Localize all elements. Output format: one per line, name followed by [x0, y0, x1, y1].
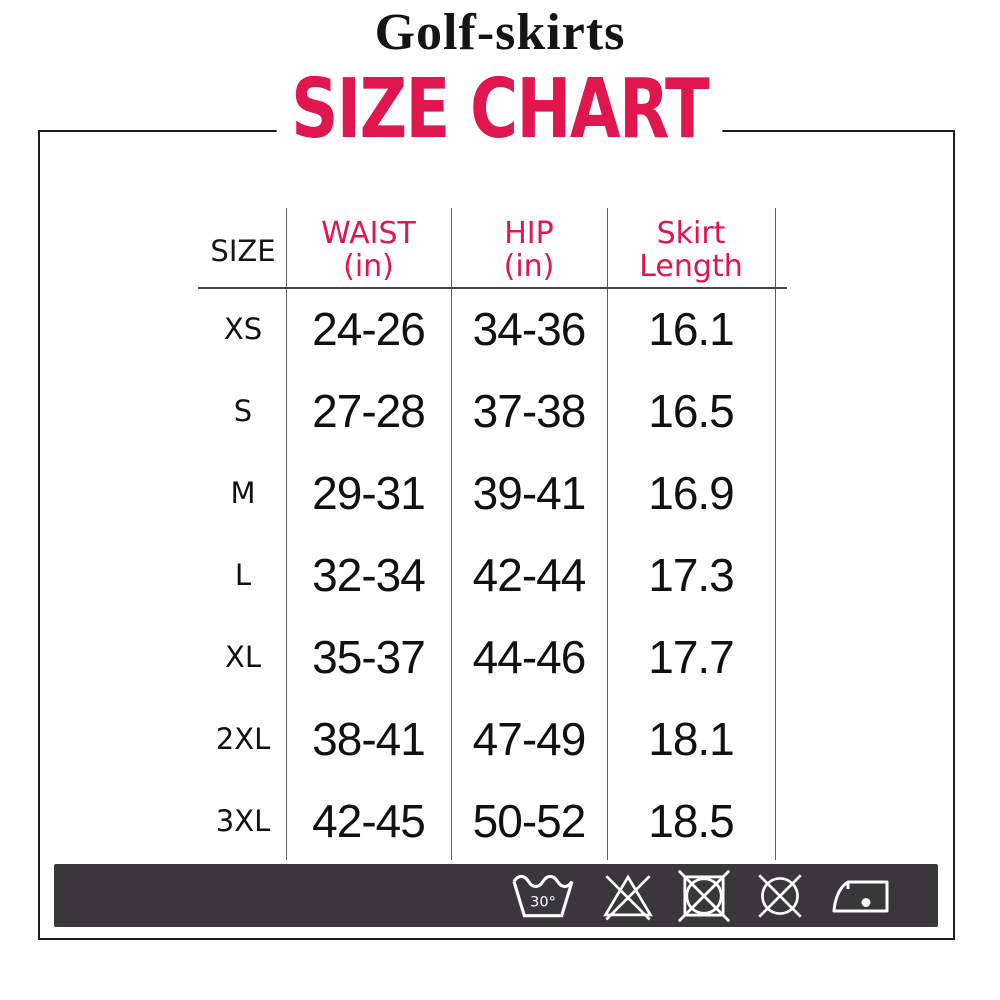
row-s-size: S: [233, 394, 253, 428]
care-instructions-bar: [54, 864, 938, 927]
column-header-waist: [286, 205, 451, 288]
do-not-tumble-dry-icon: [676, 867, 732, 925]
row-l-size: L: [234, 558, 252, 592]
do-not-dry-clean-icon: [753, 867, 807, 925]
row-s-length: 16.5: [648, 385, 734, 437]
column-header-waist-line1: WAIST: [321, 216, 416, 251]
row-3xl-waist: 42-45: [312, 795, 425, 847]
table-column-divider: [775, 208, 776, 860]
column-header-hip-line2: (in): [503, 249, 555, 284]
row-xs-hip: 34-36: [472, 303, 586, 355]
row-2xl-waist: 38-41: [312, 713, 425, 765]
row-m-hip: 39-41: [472, 467, 586, 519]
row-xs-length: 16.1: [648, 303, 734, 355]
machine-wash-30-icon: [506, 868, 580, 924]
row-xl-hip: 44-46: [472, 631, 586, 683]
row-xs-size: XS: [223, 312, 263, 346]
brand-title: Golf-skirts: [374, 4, 626, 61]
iron-low-icon: [828, 868, 894, 924]
row-3xl-length: 18.5: [648, 795, 734, 847]
row-m-waist: 29-31: [312, 467, 425, 519]
wash-temperature-label: 30°: [530, 893, 556, 910]
column-header-skirt-length: [607, 205, 775, 288]
row-3xl-hip: 50-52: [472, 795, 586, 847]
size-chart-heading-wrap: [0, 64, 1000, 156]
row-2xl-hip: 47-49: [472, 713, 586, 765]
row-2xl-length: 18.1: [648, 713, 734, 765]
column-header-skirt-line1: Skirt: [656, 216, 726, 251]
row-l-hip: 42-44: [472, 549, 586, 601]
row-l-length: 17.3: [648, 549, 734, 601]
row-s-waist: 27-28: [312, 385, 425, 437]
do-not-bleach-icon: [601, 868, 655, 924]
column-header-waist-line2: (in): [343, 249, 394, 284]
size-table: [200, 205, 775, 862]
row-3xl-size: 3XL: [215, 804, 271, 838]
row-xl-size: XL: [224, 640, 262, 674]
row-2xl-size: 2XL: [215, 722, 271, 756]
row-m-size: M: [230, 476, 256, 510]
column-header-size: [200, 205, 286, 288]
row-s-hip: 37-38: [472, 385, 586, 437]
row-m-length: 16.9: [648, 467, 734, 519]
row-l-waist: 32-34: [312, 549, 425, 601]
row-xl-waist: 35-37: [312, 631, 425, 683]
column-header-hip-line1: HIP: [504, 216, 554, 251]
column-header-skirt-line2: Length: [639, 249, 743, 284]
row-xs-waist: 24-26: [312, 303, 425, 355]
size-chart-heading: SIZE CHART: [277, 64, 723, 156]
column-header-size-label: SIZE: [210, 234, 276, 268]
row-xl-length: 17.7: [648, 631, 734, 683]
column-header-hip: [451, 205, 607, 288]
